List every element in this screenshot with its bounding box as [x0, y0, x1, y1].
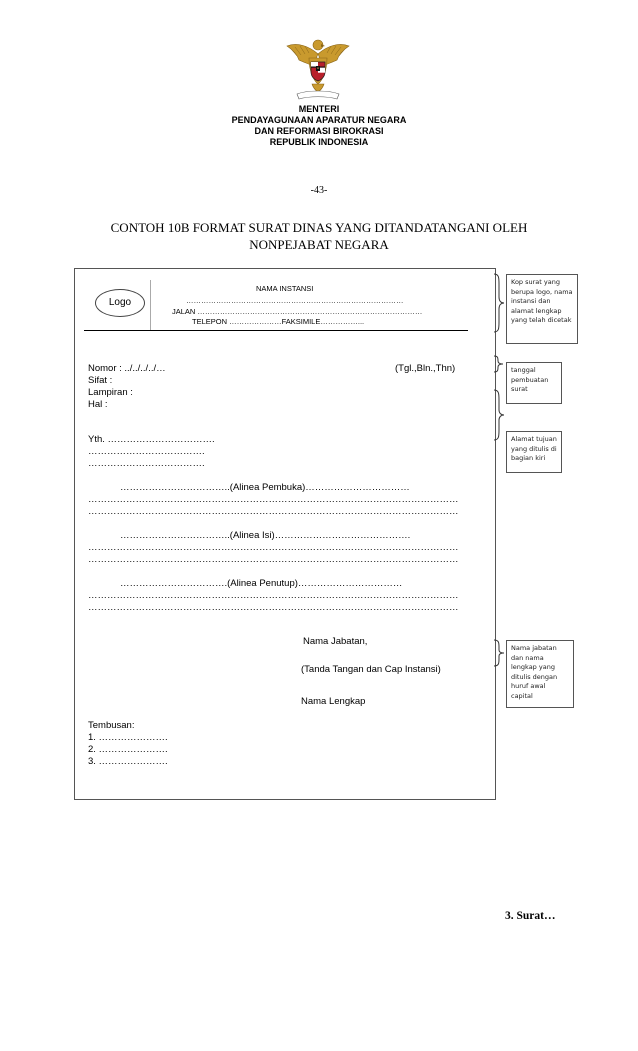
paragraph-opening-fill-2: ……………………………………………………………………………………………………… — [88, 506, 459, 517]
paragraph-opening-fill-1: ……………………………………………………………………………………………………… — [88, 494, 459, 505]
logo-placeholder: Logo — [95, 289, 145, 317]
note-alamat: Alamat tujuan yang ditulis di bagian kiri — [506, 431, 562, 473]
kop-address: JALAN ……………………………………………………………………………… — [172, 307, 423, 316]
garuda-emblem-icon — [283, 36, 353, 102]
ministry-line-4: REPUBLIK INDONESIA — [269, 137, 369, 147]
paragraph-opening: ……………………………..(Alinea Pembuka)…………………………… — [120, 482, 410, 493]
note-jabatan: Nama jabatan dan nama lengkap yang ditulis dengan huruf awal capital — [506, 640, 574, 708]
cc-item-3: 3. …………………. — [88, 756, 168, 767]
ministry-line-2: PENDAYAGUNAAN APARATUR NEGARA — [231, 115, 407, 125]
ministry-heading — [0, 104, 638, 148]
page-continuation: 3. Surat… — [505, 910, 556, 922]
note-kop: Kop surat yang berupa logo, nama instansi dan alamat lengkap yang telah dicetak — [506, 274, 578, 344]
cc-item-2: 2. …………………. — [88, 744, 168, 755]
paragraph-closing-fill-1: ……………………………………………………………………………………………………… — [88, 590, 459, 601]
ministry-line-3: DAN REFORMASI BIROKRASI — [254, 126, 384, 136]
paragraph-closing: …………………………….(Alinea Penutup)…………………………… — [120, 578, 403, 589]
field-nomor: Nomor : ../../../../… — [88, 363, 166, 374]
field-sifat: Sifat : — [88, 375, 113, 386]
brace-kop-icon — [492, 272, 506, 334]
paragraph-content: ……………………………..(Alinea Isi)……………………………………. — [120, 530, 411, 541]
note-tanggal: tanggal pembuatan surat — [506, 362, 562, 404]
cc-label: Tembusan: — [88, 720, 135, 731]
kop-dots-line: …………………………………………………………………………… — [186, 296, 404, 305]
ministry-line-1: MENTERI — [298, 104, 340, 114]
field-date: (Tgl.,Bln.,Thn) — [395, 363, 456, 374]
brace-alamat-icon — [492, 388, 506, 442]
paragraph-content-fill-2: ……………………………………………………………………………………………………… — [88, 554, 459, 565]
kop-divider — [150, 280, 151, 330]
page-title — [80, 219, 558, 253]
brace-jabatan-icon — [492, 638, 506, 668]
title-line-1: CONTOH 10B FORMAT SURAT DINAS YANG DITANDATANGANI OLEH — [110, 220, 528, 235]
kop-phone-fax: TELEPON …………………FAKSIMILE……………... — [192, 317, 365, 326]
title-line-2: NONPEJABAT NEGARA — [249, 237, 389, 252]
kop-rule — [84, 330, 468, 331]
brace-tanggal-icon — [492, 354, 506, 374]
addressee-line-3: ………………………………. — [88, 458, 205, 469]
field-lampiran: Lampiran : — [88, 387, 133, 398]
signature-position: Nama Jabatan, — [303, 636, 368, 647]
field-hal: Hal : — [88, 399, 108, 410]
addressee-line-2: ………………………………. — [88, 446, 205, 457]
cc-item-1: 1. …………………. — [88, 732, 168, 743]
page-number: -43- — [310, 185, 328, 196]
signature-sign-stamp: (Tanda Tangan dan Cap Instansi) — [301, 664, 441, 675]
addressee-line-1: Yth. ……………………………. — [88, 434, 215, 445]
paragraph-content-fill-1: ……………………………………………………………………………………………………… — [88, 542, 459, 553]
paragraph-closing-fill-2: ……………………………………………………………………………………………………… — [88, 602, 459, 613]
kop-agency-name: NAMA INSTANSI — [256, 284, 314, 293]
signature-full-name: Nama Lengkap — [301, 696, 366, 707]
